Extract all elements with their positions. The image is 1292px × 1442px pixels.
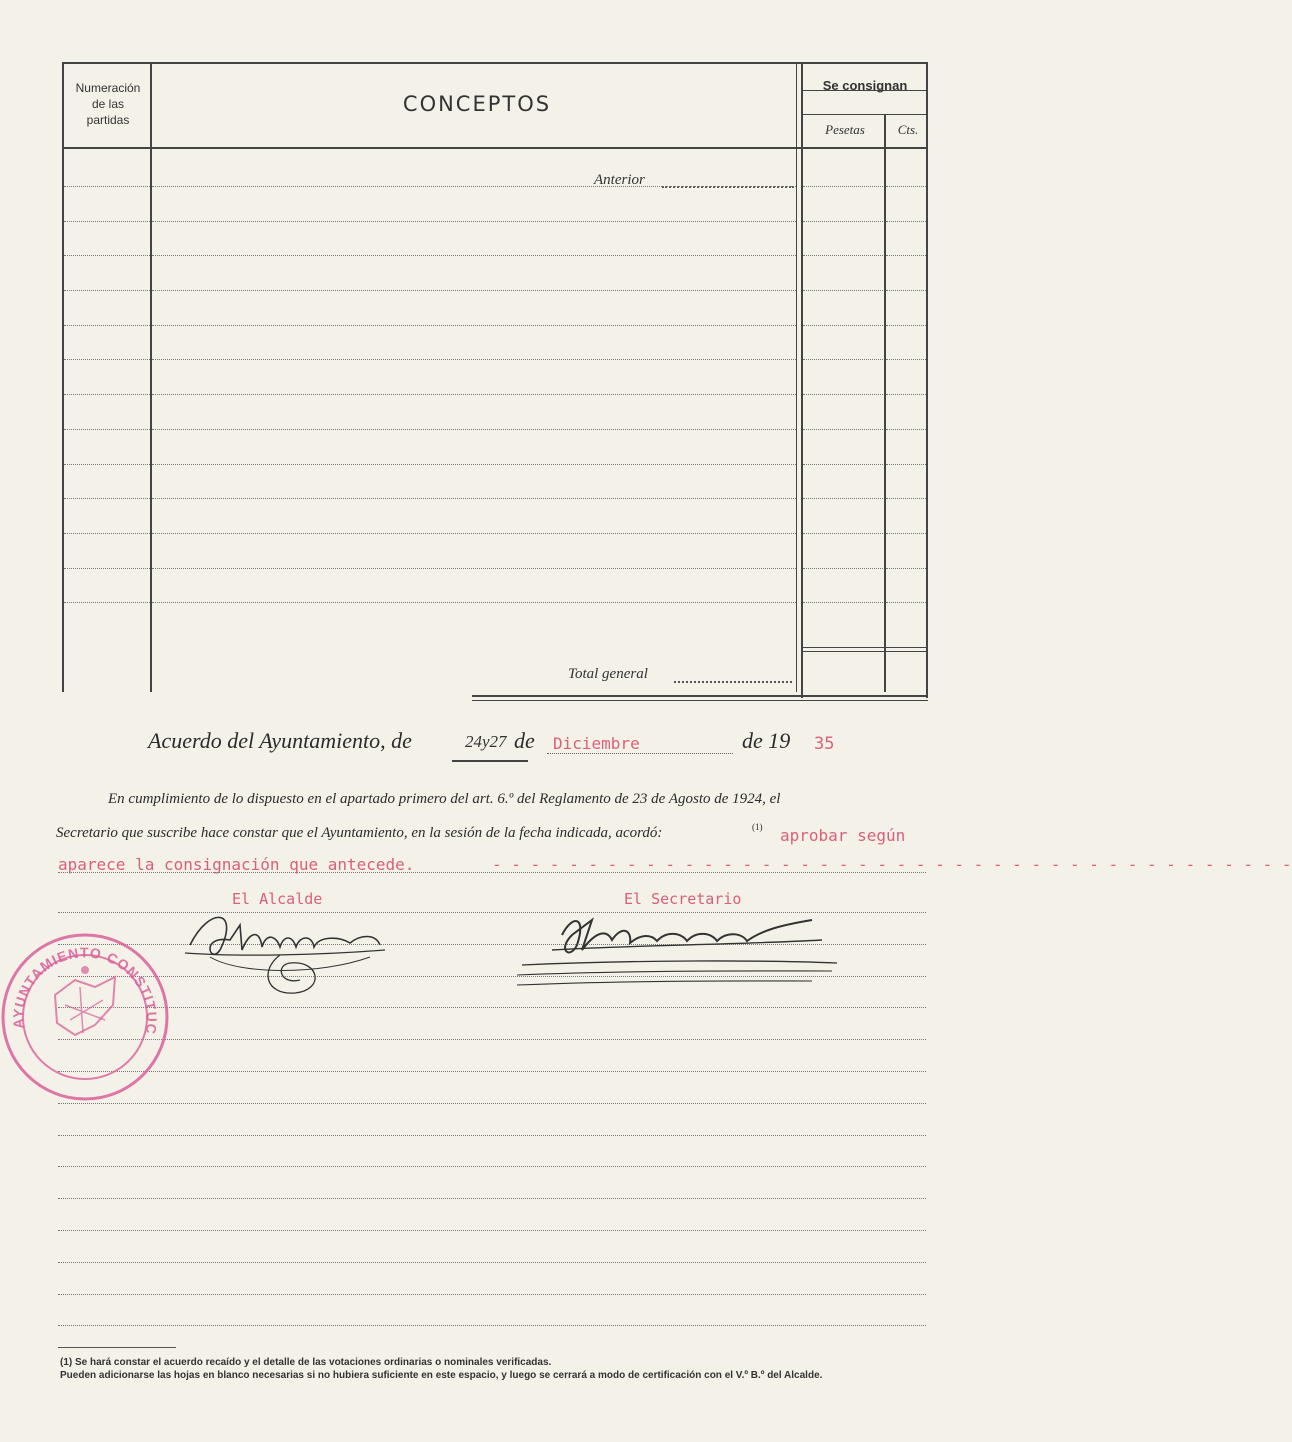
header-conceptos: CONCEPTOS [402,92,552,116]
typed-accord-2: aparece la consignación que antecede. [58,855,415,874]
table-row-rule [152,221,796,222]
acuerdo-year-prefix: de 19 [742,728,791,753]
table-row-rule [886,498,926,499]
table-row-rule [64,359,150,360]
acuerdo-month: Diciembre [553,734,640,753]
typed-accord-1: aprobar según [780,826,906,845]
table-bottom-border [472,695,928,697]
table-row-rule [64,464,150,465]
table-row-rule [803,429,883,430]
table-row-rule [64,394,150,395]
row-anterior-label: Anterior [594,172,645,188]
table-row-rule [886,325,926,326]
table-row-rule [803,221,883,222]
table-row-rule [152,533,796,534]
footnote-line-1: (1) Se hará constar el acuerdo recaído y el detalle de las votaciones ordinarias o nominales verificadas. [60,1357,552,1368]
table-row-rule [152,325,796,326]
table-row-rule [803,533,883,534]
total-line [801,647,927,648]
table-row-rule [152,394,796,395]
table-row-rule [886,290,926,291]
table-row-rule [803,325,883,326]
table-row-rule [886,568,926,569]
leader-dots [674,681,792,683]
ruled-line [58,1039,926,1040]
ruled-line [58,1198,926,1199]
header-numeracion [66,80,150,128]
table-row-rule [886,602,926,603]
table-row-rule [152,464,796,465]
header-se-consignan: Se consignan [822,78,908,93]
table-row-rule [64,602,150,603]
column-divider [884,114,886,692]
table-row-rule [803,186,883,187]
table-row-rule [803,359,883,360]
table-row-rule [886,221,926,222]
consignment-table [62,62,928,707]
table-row-rule [64,255,150,256]
header-divider [802,114,928,115]
header-numeracion-text: Numeración de las partidas [75,81,141,127]
ruled-line [58,1325,926,1326]
ruled-line [58,1103,926,1104]
svg-text:AYUNTAMIENTO CONSTITUCIONAL [0,925,160,1036]
table-row-rule [886,533,926,534]
table-row-rule [152,498,796,499]
row-total-label: Total general [568,666,648,682]
alcalde-signature [180,895,400,1005]
acuerdo-year: 35 [814,734,835,754]
footnote-rule [58,1347,176,1348]
body-line-2: Secretario que suscribe hace constar que el Ayuntamiento, en la sesión de la fecha indicada, acordó: [56,825,663,841]
table-left-border [62,62,64,692]
ruled-line [58,1166,926,1167]
body-line-1: En cumplimiento de lo dispuesto en el apartado primero del art. 6.º del Reglamento de 23 de Agosto de 1924, el [108,791,781,807]
ruled-line [58,872,926,873]
footnote-line-2: Pueden adicionarse las hojas en blanco necesarias si no hubiera suficiente en este espacio, y luego se cerrará a modo de certificación con el V.º B.º del Alcalde. [60,1370,823,1381]
table-row-rule [152,429,796,430]
header-pesetas: Pesetas [825,122,865,137]
ruled-line [58,1007,926,1008]
header-bottom-border [62,147,928,149]
table-row-rule [64,221,150,222]
ruled-line [58,1135,926,1136]
total-line [801,651,927,652]
acuerdo-day: 24y27 [465,732,507,751]
ruled-line [58,1294,926,1295]
table-row-rule [886,394,926,395]
table-row-rule [64,533,150,534]
table-row-rule [803,464,883,465]
table-row-rule [803,602,883,603]
table-row-rule [152,255,796,256]
table-row-rule [886,464,926,465]
table-row-rule [803,255,883,256]
table-row-rule [152,290,796,291]
month-dotline [547,753,733,754]
table-row-rule [886,186,926,187]
table-row-rule [886,429,926,430]
secretario-signature [512,905,842,1000]
table-row-rule [64,325,150,326]
table-row-rule [152,568,796,569]
el-alcalde-label: El Alcalde [232,890,323,908]
stamp-text: AYUNTAMIENTO CONSTITUC [9,944,161,1036]
table-row-rule [803,290,883,291]
table-row-rule [803,498,883,499]
table-row-rule [64,568,150,569]
table-row-rule [64,498,150,499]
table-row-rule [64,290,150,291]
column-divider [150,62,152,692]
header-cts: Cts. [897,122,919,137]
table-row-rule [886,255,926,256]
column-divider [796,62,797,692]
table-row-rule [803,394,883,395]
table-row-rule [152,602,796,603]
ruled-line [58,1230,926,1231]
ruled-line [58,1262,926,1263]
table-row-rule [64,186,150,187]
footnote-mark: (1) [752,822,763,832]
table-row-rule [803,568,883,569]
table-top-border [62,62,928,64]
table-row-rule [64,429,150,430]
ruled-line [58,1071,926,1072]
table-right-border [926,62,928,698]
acuerdo-de: de [514,728,535,753]
typed-dashes: - - - - - - - - - - - - - - - - - - - - - - - - - - - - - - - - - - - - - - - - - - [492,855,1292,874]
acuerdo-prefix: Acuerdo del Ayuntamiento, de [148,728,412,753]
el-secretario-label: El Secretario [624,890,742,908]
municipal-seal-stamp [0,925,175,1110]
table-row-rule [152,186,796,187]
table-row-rule [152,359,796,360]
table-row-rule [886,359,926,360]
day-underline [452,760,528,762]
table-bottom-border [472,700,928,701]
